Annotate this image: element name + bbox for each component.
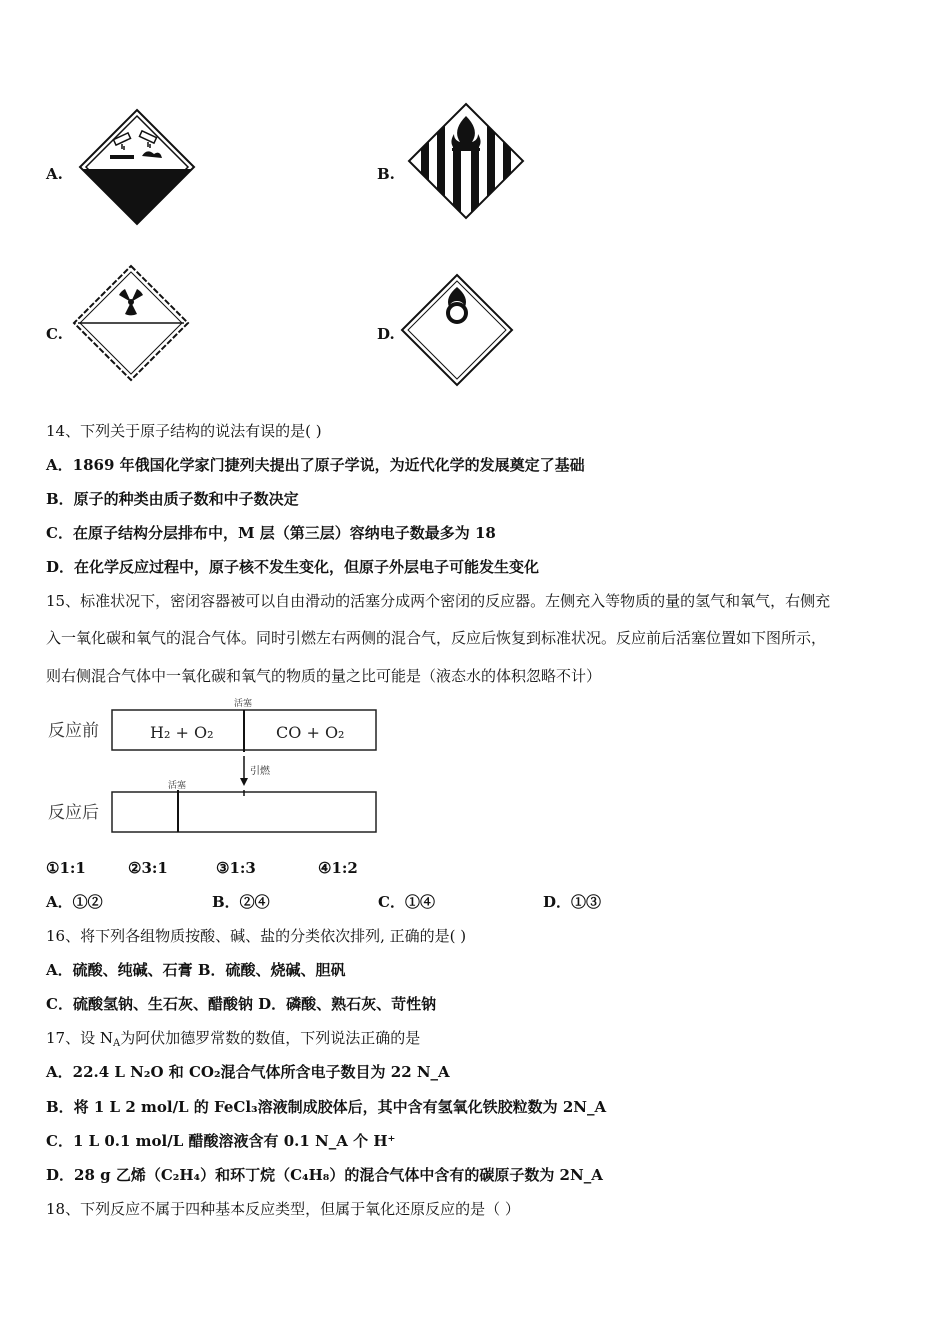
q14-option-d: D．在化学反应过程中，原子核不发生变化，但原子外层电子可能发生变化: [46, 558, 540, 576]
q16-options-ab: A．硫酸、纯碱、石膏 B．硫酸、烧碱、胆矾: [46, 961, 346, 979]
q18-stem: 18、下列反应不属于四种基本反应类型，但属于氧化还原反应的是（ ）: [46, 1200, 520, 1218]
diagram-ignite-label: 引燃: [250, 766, 270, 777]
q17-option-c: C．1 L 0.1 mol/L 醋酸溶液含有 0.1 N_A 个 H⁺: [46, 1132, 396, 1150]
q17-stem-prefix: 17、设 N: [46, 1029, 113, 1047]
q13-option-d-label: D.: [377, 325, 395, 343]
q17-stem: [46, 1028, 420, 1054]
diagram-before-label: 反应前: [48, 721, 99, 741]
flammable-solid-sign-icon: [407, 102, 525, 220]
q14-option-a: A．1869 年俄国化学家门捷列夫提出了原子学说，为近代化学的发展奠定了基础: [46, 456, 585, 474]
q17-stem-subscript: A: [112, 1038, 121, 1049]
q15-option-a: A．①②: [46, 893, 103, 911]
q15-ratio-3: ③1:3: [216, 859, 256, 877]
q13-option-b-label: B.: [377, 165, 395, 183]
diagram-after-label: 反应后: [48, 803, 99, 823]
diagram-piston-label-top: 活塞: [234, 699, 253, 709]
q15-stem-line-2: 入一氧化碳和氧气的混合气体。同时引燃左右两侧的混合气，反应后恢复到标准状况。反应前后活塞位置如下图所示，: [46, 629, 827, 647]
diagram-right-gas: CO + O₂: [276, 723, 345, 742]
q14-option-b: B．原子的种类由质子数和中子数决定: [46, 490, 299, 508]
diagram-piston-label-bottom: 活塞: [168, 781, 187, 791]
q17-option-d: D．28 g 乙烯（C₂H₄）和环丁烷（C₄H₈）的混合气体中含有的碳原子数为 2N_A: [46, 1166, 603, 1184]
q17-option-a: A．22.4 L N₂O 和 CO₂混合气体所含电子数目为 22 N_A: [46, 1063, 450, 1081]
oxidizer-sign-icon: [400, 273, 514, 387]
diagram-left-gas: H₂ + O₂: [150, 723, 214, 742]
q15-option-d: D．①③: [543, 893, 602, 911]
q15-ratio-1: ①1:1: [46, 859, 86, 877]
corrosive-sign-icon: [78, 108, 196, 226]
q17-stem-suffix: 为阿伏加德罗常数的数值，下列说法正确的是: [120, 1029, 421, 1047]
q15-option-b: B．②④: [212, 893, 270, 911]
q13-option-a-label: A.: [46, 165, 63, 183]
q15-stem-line-3: 则右侧混合气体中一氧化碳和氧气的物质的量之比可能是（液态水的体积忽略不计）: [46, 667, 602, 685]
q14-stem: 14、下列关于原子结构的说法有误的是( ): [46, 422, 322, 440]
q15-ratio-4: ④1:2: [318, 859, 358, 877]
q13-option-c-label: C.: [46, 325, 63, 343]
q16-stem: 16、将下列各组物质按酸、碱、盐的分类依次排列, 正确的是( ): [46, 927, 467, 945]
q15-option-c: C．①④: [378, 893, 435, 911]
radioactive-sign-icon: [72, 264, 190, 382]
q16-options-cd: C．硫酸氢钠、生石灰、醋酸钠 D．磷酸、熟石灰、苛性钠: [46, 995, 437, 1013]
q15-ratio-2: ②3:1: [128, 859, 168, 877]
q15-stem-line-1: 15、标准状况下，密闭容器被可以自由滑动的活塞分成两个密闭的反应器。左侧充入等物质的量的氢气和氧气，右侧充: [46, 592, 831, 610]
q14-option-c: C．在原子结构分层排布中，M 层（第三层）容纳电子数最多为 18: [46, 524, 496, 542]
piston-diagram: [46, 696, 382, 838]
q17-option-b: B．将 1 L 2 mol/L 的 FeCl₃溶液制成胶体后，其中含有氢氧化铁胶粒数为 2N_A: [46, 1098, 607, 1116]
